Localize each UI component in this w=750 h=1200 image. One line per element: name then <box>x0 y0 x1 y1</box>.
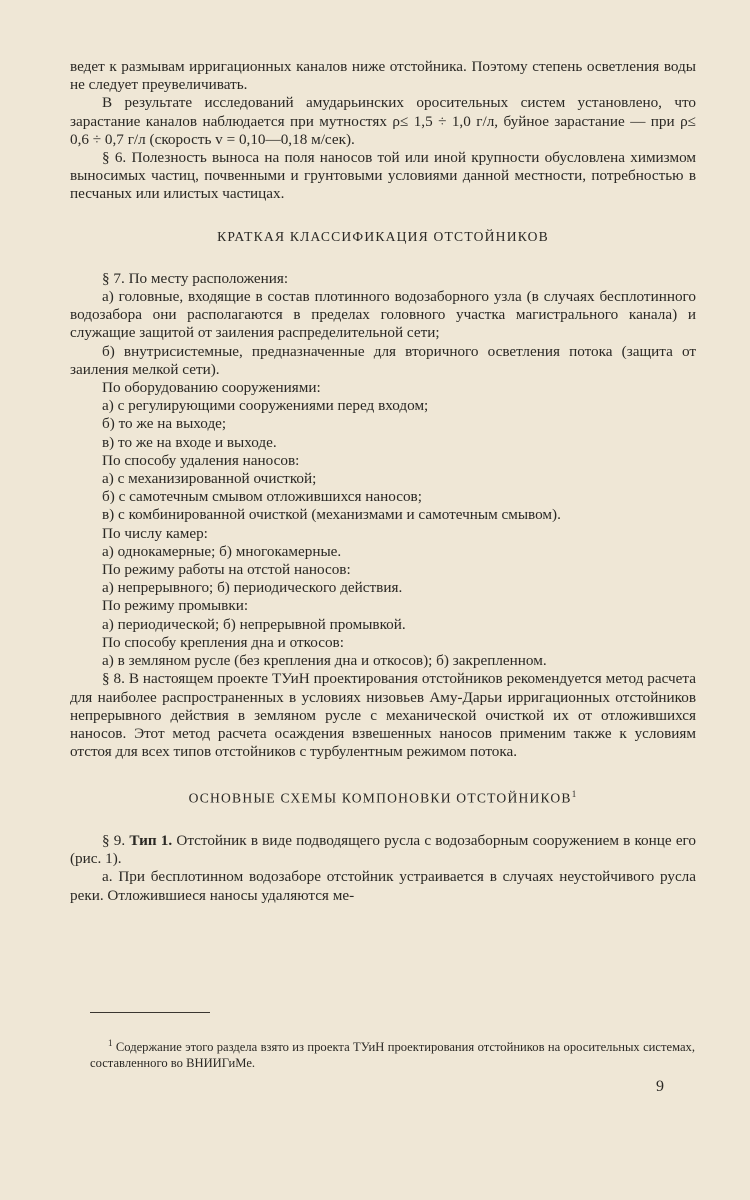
paragraph: По оборудованию сооружениями: <box>102 379 321 397</box>
paragraph-9a: а. При бесплотинном водозаборе отстойник устраивается в случаях неустойчивого русла реки. Отложившиеся наносы удаляются ме- <box>70 868 696 904</box>
paragraph: По способу крепления дна и откосов: <box>102 633 344 651</box>
footnote-ref: 1 <box>571 789 578 800</box>
paragraph: § 8. В настоящем проекте ТУиН проектирования отстойников рекомендуется метод расчета для наиболее распространенных в условиях низовьев Аму-Дарьи ирригационных отстойников непрерывного действия в земляном русле с механической очисткой их от отложившихся наносов. Этот метод расчета осаждения взвешенных наносов применим также к условиям отстоя для всех типов отстойников с турбулентным режимом потока. <box>70 670 696 761</box>
paragraph-9 <box>70 832 696 868</box>
page-number: 9 <box>656 1078 664 1095</box>
paragraph: б) то же на выходе; <box>102 415 227 433</box>
paragraph: б) с самотечным смывом отложившихся наносов; <box>102 488 422 506</box>
footnote-mark: 1 <box>108 1037 113 1048</box>
footnote-text: Содержание этого раздела взято из проекта ТУиН проектирования отстойников на оросительных системах, составленного во ВНИИГиМе. <box>90 1039 695 1071</box>
type-label: Тип 1. <box>129 832 173 850</box>
paragraph: В результате исследований амударьинских оросительных систем установлено, что зарастание каналов наблюдается при мутностях ρ≤ 1,5 ÷ 1,0 г/л, буйное зарастание — при ρ≤ 0,6 ÷ 0,7 г/л (скорость v = 0,10—0,18 м/сек). <box>70 94 696 148</box>
paragraph: а) периодической; б) непрерывной промывкой. <box>102 615 406 633</box>
paragraph-list <box>70 58 696 761</box>
section-heading-schemes <box>70 785 696 808</box>
footnote <box>90 1035 695 1072</box>
paragraph: По режиму промывки: <box>102 597 249 615</box>
paragraph: а) с механизированной очисткой; <box>102 470 317 488</box>
paragraph: а) с регулирующими сооружениями перед входом; <box>102 397 429 415</box>
paragraph: § 6. Полезность выноса на поля наносов той или иной крупности обусловлена химизмом выносимых частиц, почвенными и грунтовыми условиями данной местности, потребностью в песчаных или илистых частицах. <box>70 149 696 203</box>
paragraph-9-text: Отстойник в виде подводящего русла с водозаборным сооружением в конце его (рис. 1). <box>70 832 697 868</box>
paragraph: в) то же на входе и выходе. <box>102 433 277 451</box>
paragraph: ведет к размывам ирригационных каналов ниже отстойника. Поэтому степень осветления воды не следует преувеличивать. <box>70 58 696 94</box>
section-heading-text: ОСНОВНЫЕ СХЕМЫ КОМПОНОВКИ ОТСТОЙНИКОВ <box>188 790 572 806</box>
body-text <box>70 58 696 905</box>
paragraph: б) внутрисистемные, предназначенные для вторичного осветления потока (защита от заиления мелкой сети). <box>70 342 696 378</box>
paragraph: в) с комбинированной очисткой (механизмами и самотечным смывом). <box>102 506 561 524</box>
section-heading: КРАТКАЯ КЛАССИФИКАЦИЯ ОТСТОЙНИКОВ <box>217 228 549 244</box>
paragraph: § 7. По месту расположения: <box>102 269 289 287</box>
footnote-rule <box>90 1012 210 1013</box>
paragraph: а) головные, входящие в состав плотинного водозаборного узла (в случаях бесплотинного водозабора они располагаются в пределах головного участка магистрального канала) и служащие защитой от заиления распределительной сети; <box>70 288 696 342</box>
paragraph-9-lead: § 9. <box>102 832 130 850</box>
paragraph: а) в земляном русле (без крепления дна и откосов); б) закрепленном. <box>102 652 547 670</box>
paragraph: По режиму работы на отстой наносов: <box>102 561 351 579</box>
paragraph: а) однокамерные; б) многокамерные. <box>102 542 342 560</box>
paragraph: а) непрерывного; б) периодического действия. <box>102 579 403 597</box>
paragraph: По числу камер: <box>102 524 208 542</box>
paragraph: По способу удаления наносов: <box>102 451 300 469</box>
